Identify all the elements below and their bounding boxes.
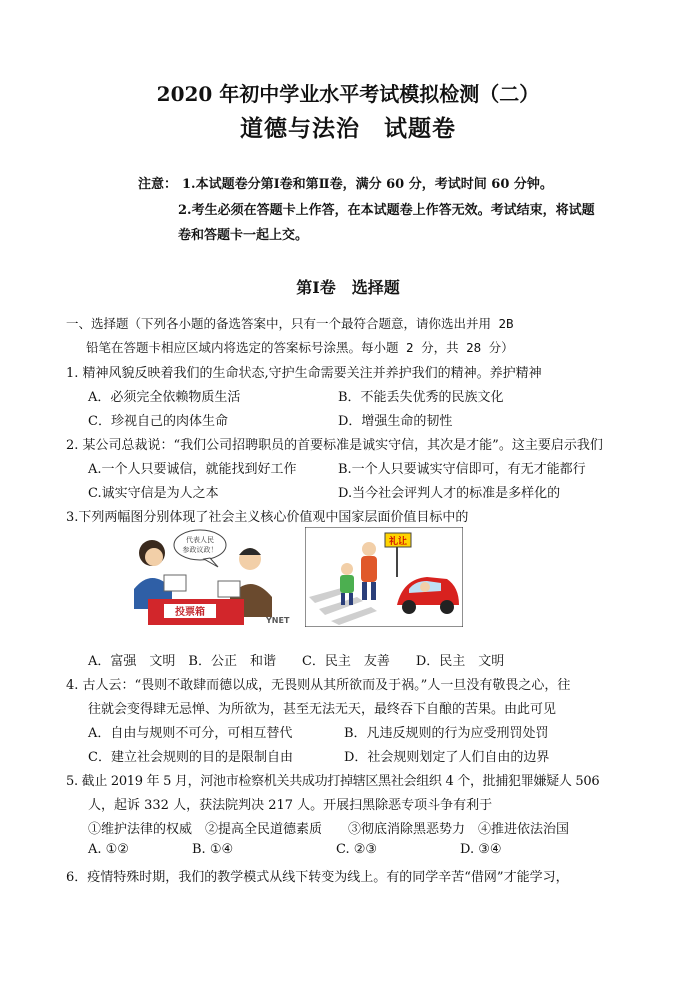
driver-head	[420, 582, 430, 592]
q2-option-c: C.诚实守信是为人之本	[88, 486, 219, 501]
car-wheel-rear	[440, 600, 454, 614]
notice-item-2-line-2: 卷和答题卡一起上交。	[178, 228, 309, 243]
notice-item-1: 1.本试题卷分第Ⅰ卷和第Ⅱ卷，满分 60 分，考试时间 60 分钟。	[182, 177, 553, 192]
q1-option-b: B．不能丢失优秀的民族文化	[338, 390, 504, 405]
woman-face	[145, 548, 163, 566]
q2-option-a: A.一个人只要诚信，就能找到好工作	[88, 462, 297, 477]
ballot-box-label: 投票箱	[175, 607, 205, 618]
q2-option-d: D.当今社会评判人才的标准是多样化的	[338, 486, 561, 501]
notice-label: 注意：	[138, 177, 178, 192]
exam-subtitle: 道德与法治 试题卷	[240, 115, 456, 142]
bubble-text-1: 代表人民	[186, 536, 214, 544]
section-title: 第Ⅰ卷 选择题	[296, 278, 400, 297]
adult-body	[361, 556, 377, 582]
q4-stem-line-1: 4. 古人云：“畏则不敢肆而德以成，无畏则从其所欲而及于祸。”人一旦没有敬畏之心，往	[66, 678, 571, 693]
q3-options: A．富强 文明 B．公正 和谐 C．民主 友善 D．民主 文明	[88, 654, 505, 669]
q5-stem-line-1: 5. 截止 2019 年 5 月，河池市检察机关共成功打掉辖区黑社会组织 4 个，批捕犯罪嫌疑人 506	[66, 774, 600, 789]
ballot-paper-2	[218, 581, 240, 597]
ballot-paper	[164, 575, 186, 591]
sign-text: 礼让	[388, 537, 408, 547]
bubble-text-2: 参政议政！	[182, 546, 218, 554]
child-body	[340, 575, 354, 593]
q5-option-a: A. ①②	[88, 842, 129, 857]
q6-stem: 6．疫情特殊时期，我们的教学模式从线下转变为线上。有的同学辛苦“借网”才能学习，	[66, 870, 569, 885]
q5-option-c: C. ②③	[336, 842, 378, 857]
watermark: YNET	[266, 616, 290, 625]
part-instruction-line-1: 一、选择题（下列各小题的备选答案中，只有一个最符合题意，请你选出并用 2B	[66, 316, 514, 331]
part-instruction-line-2: 铅笔在答题卡相应区域内将选定的答案标号涂黑。每小题 2 分，共 28 分）	[86, 340, 514, 355]
q2-stem: 2. 某公司总裁说：“我们公司招聘职员的首要标准是诚实守信，其次是才能”。这主要启示我们	[66, 438, 603, 453]
car-wheel-front	[402, 600, 416, 614]
q5-stem-line-2: 人，起诉 332 人，获法院判决 217 人。开展扫黑除恶专项斗争有利于	[88, 798, 493, 813]
q4-option-c: C．建立社会规则的目的是限制自由	[88, 750, 293, 765]
q4-option-b: B．凡违反规则的行为应受刑罚处罚	[344, 726, 549, 741]
q1-option-c: C．珍视自己的肉体生命	[88, 414, 228, 429]
q5-option-d: D. ③④	[460, 842, 502, 857]
q4-option-a: A．自由与规则不可分，可相互替代	[88, 726, 293, 741]
voting-illustration	[118, 527, 300, 627]
adult-head	[362, 542, 376, 556]
q3-stem: 3.下列两幅图分别体现了社会主义核心价值观中国家层面价值目标中的	[66, 510, 469, 525]
speech-bubble	[174, 530, 226, 560]
courtesy-illustration	[305, 527, 463, 627]
q2-option-b: B.一个人只要诚实守信即可，有无才能都行	[338, 462, 586, 477]
q1-option-d: D．增强生命的韧性	[338, 414, 453, 429]
q4-option-d: D．社会规则划定了人们自由的边界	[344, 750, 550, 765]
child-head	[341, 563, 353, 575]
q1-stem: 1. 精神风貌反映着我们的生命状态,守护生命需要关注并养护我们的精神。养护精神	[66, 366, 542, 381]
q5-option-b: B. ①④	[192, 842, 234, 857]
notice-item-2-line-1: 2.考生必须在答题卡上作答，在本试题卷上作答无效。考试结束，将试题	[178, 203, 595, 218]
q4-stem-line-2: 往就会变得肆无忌惮、为所欲为，甚至无法无天，最终吞下自酿的苦果。由此可见	[88, 702, 557, 717]
q1-option-a: A．必须完全依赖物质生活	[88, 390, 241, 405]
exam-title: 2020 年初中学业水平考试模拟检测（二）	[156, 82, 540, 106]
q5-items: ①维护法律的权威 ②提高全民道德素质 ③彻底消除黑恶势力 ④推进依法治国	[88, 822, 570, 837]
